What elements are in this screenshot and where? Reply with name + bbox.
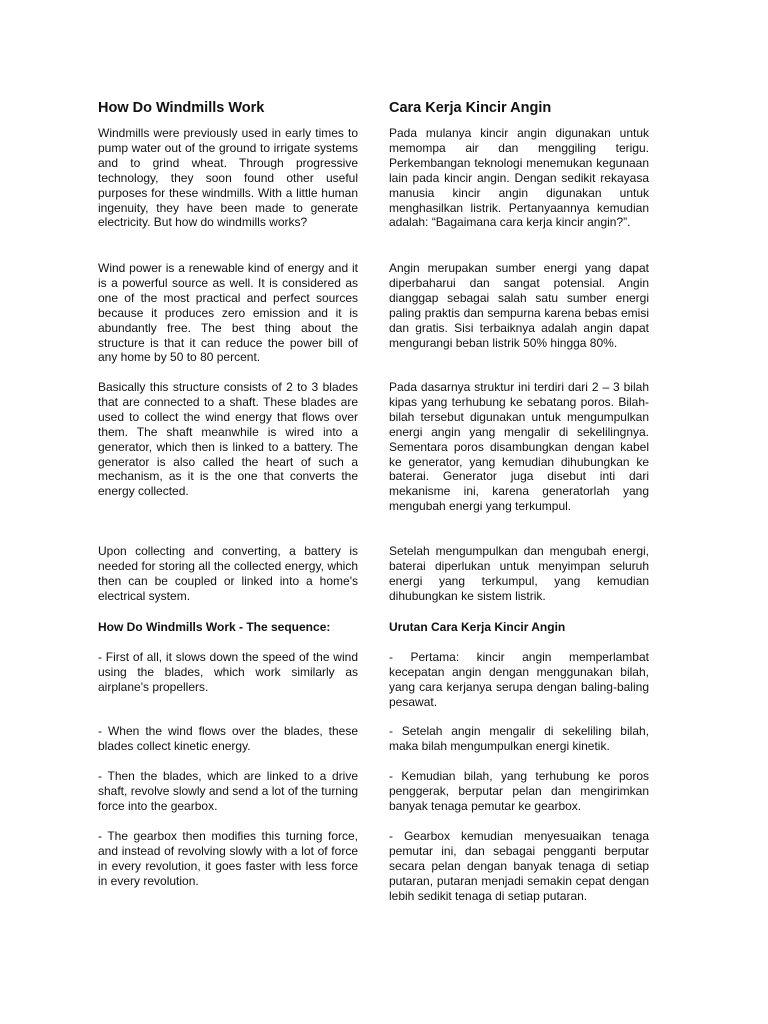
indonesian-title: Cara Kerja Kincir Angin <box>389 100 552 116</box>
indonesian-paragraph-2: Angin merupakan sumber energi yang dapat diperbaharui dan sangat potensial. Angin dianggap sebagai salah satu sumber energi paling praktis dan sempurna karena bebas emisi dan gratis. Sisi terbaiknya adalah angin dapat mengurangi beban listrik 50% hingga 80%. <box>389 261 649 350</box>
english-paragraph-4: Upon collecting and converting, a battery is needed for storing all the collected energy, which then can be coupled or linked into a home's electrical system. <box>98 544 358 603</box>
english-paragraph-2: Wind power is a renewable kind of energy and it is a powerful source as well. It is considered as one of the most practical and perfect sources because it produces zero emission and it is abundantly free. The best thing about the structure is that it can reduce the power bill of any home by 50 to 80 percent. <box>98 261 358 365</box>
english-paragraph-1: Windmills were previously used in early times to pump water out of the ground to irrigate systems and to grind wheat. Through progressive technology, they soon found other useful purposes for these windmills. With a little human ingenuity, they have been made to generate electricity. But how do windmills works? <box>98 126 358 230</box>
indonesian-paragraph-1: Pada mulanya kincir angin digunakan untuk memompa air dan menggiling terigu. Perkembangan teknologi menemukan kegunaan lain pada kincir angin. Dengan sedikit rekayasa manusia kincir angin digunakan untuk menghasilkan listrik. Pertanyaannya kemudian adalah: “Bagaimana cara kerja kincir angin?”. <box>389 126 649 230</box>
english-step-2: - When the wind flows over the blades, these blades collect kinetic energy. <box>98 724 358 753</box>
english-sequence-heading: How Do Windmills Work - The sequence: <box>98 620 331 634</box>
english-title: How Do Windmills Work <box>98 100 265 116</box>
english-step-1: - First of all, it slows down the speed of the wind using the blades, which work similarly as airplane's propellers. <box>98 650 358 694</box>
indonesian-step-4: - Gearbox kemudian menyesuaikan tenaga pemutar ini, dan sebagai pengganti berputar secara pelan dengan banyak tenaga di setiap putaran, putaran menjadi semakin cepat dengan lebih sedikit tenaga di setiap putaran. <box>389 829 649 903</box>
indonesian-paragraph-4: Setelah mengumpulkan dan mengubah energi, baterai diperlukan untuk menyimpan seluruh energi yang terkumpul, yang kemudian dihubungkan ke sistem listrik. <box>389 544 649 603</box>
indonesian-sequence-heading: Urutan Cara Kerja Kincir Angin <box>389 620 566 634</box>
indonesian-paragraph-3: Pada dasarnya struktur ini terdiri dari 2 – 3 bilah kipas yang terhubung ke sebatang poros. Bilah-bilah tersebut digunakan untuk mengumpulkan energi angin yang mengalir di sekelilingnya. Sementara poros disambungkan dengan kabel ke generator, yang kemudian dihubungkan ke baterai. Generator juga disebut inti dari mekanisme ini, karena generatorlah yang mengubah energi yang terkumpul. <box>389 380 649 514</box>
english-paragraph-3: Basically this structure consists of 2 to 3 blades that are connected to a shaft. These blades are used to collect the wind energy that flows over them. The shaft meanwhile is wired into a generator, which then is linked to a battery. The generator is also called the heart of such a mechanism, as it is the one that converts the energy collected. <box>98 380 358 499</box>
english-step-3: - Then the blades, which are linked to a drive shaft, revolve slowly and send a lot of the turning force into the gearbox. <box>98 769 358 813</box>
indonesian-step-3: - Kemudian bilah, yang terhubung ke poros penggerak, berputar pelan dan mengirimkan banyak tenaga pemutar ke gearbox. <box>389 769 649 813</box>
indonesian-step-1: - Pertama: kincir angin memperlambat kecepatan angin dengan menggunakan bilah, yang cara kerjanya serupa dengan baling-baling pesawat. <box>389 650 649 709</box>
english-step-4: - The gearbox then modifies this turning force, and instead of revolving slowly with a lot of force in every revolution, it goes faster with less force in every revolution. <box>98 829 358 888</box>
indonesian-step-2: - Setelah angin mengalir di sekeliling bilah, maka bilah mengumpulkan energi kinetik. <box>389 724 649 753</box>
